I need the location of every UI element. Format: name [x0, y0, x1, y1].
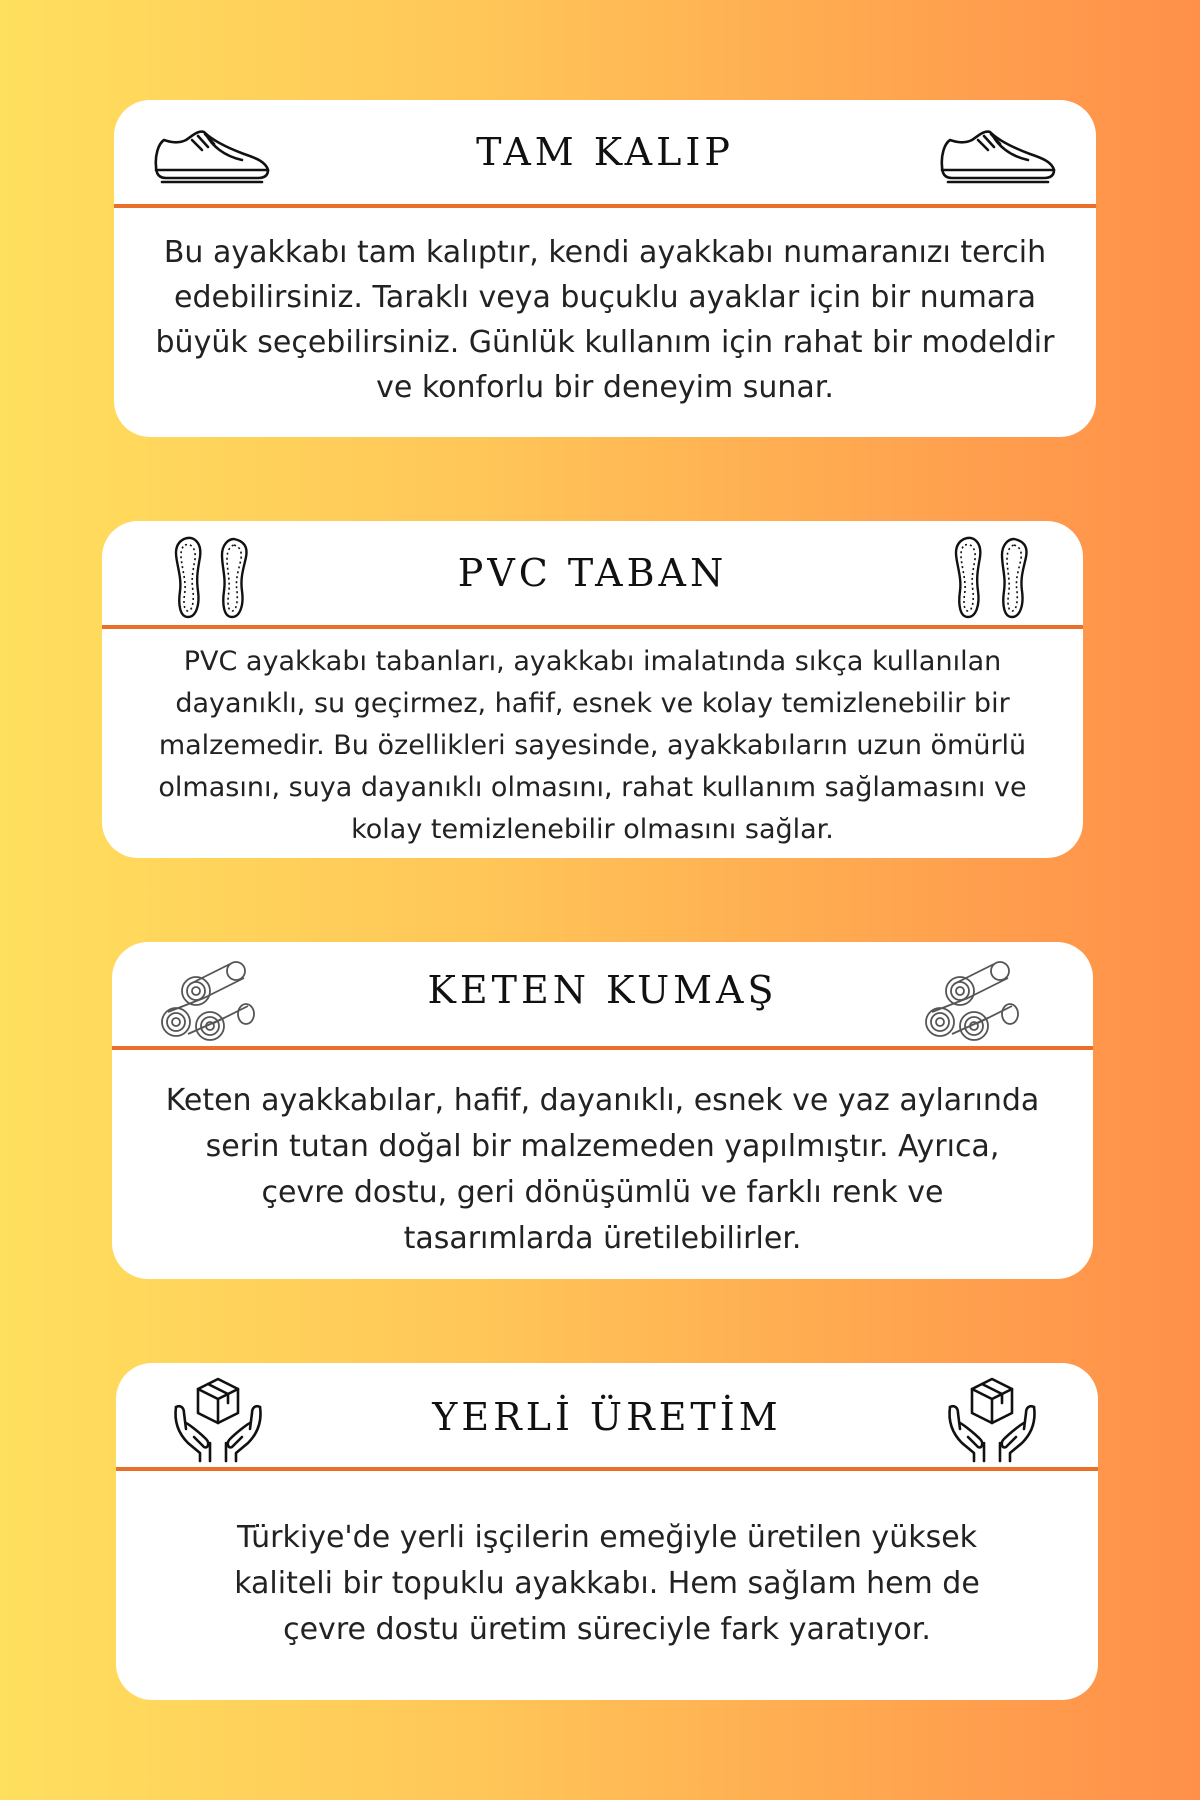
card-description: Bu ayakkabı tam kalıptır, kendi ayakkabı numaranızı tercih edebilirsiniz. Taraklı veya buçuklu ayaklar için bir numara büyük seçebilirsiniz. Günlük kullanım için rahat bir modeldir ve konforlu bir deneyim sunar.: [155, 235, 1055, 405]
card-description: Keten ayakkabılar, hafif, dayanıklı, esnek ve yaz aylarında serin tutan doğal bir malzemeden yapılmıştır. Ayrıca, çevre dostu, geri dönüşümlü ve farklı renk ve tasarımlarda üretilebilirler.: [165, 1083, 1040, 1256]
card-description: PVC ayakkabı tabanları, ayakkabı imalatında sıkça kullanılan dayanıklı, su geçirmez, hafif, esnek ve kolay temizlenebilir bir malzemedir. Bu özellikleri sayesinde, ayakkabıların uzun ömürlü olmasını, suya dayanıklı olmasını, rahat kullanım sağlamasını ve kolay temizlenebilir olmasını sağlar.: [158, 646, 1027, 845]
card-title: YERLİ ÜRETİM: [432, 1395, 782, 1439]
card-header: [114, 100, 1096, 208]
card-header: [116, 1363, 1098, 1471]
card-title: TAM KALIP: [476, 130, 734, 174]
card-title: KETEN KUMAŞ: [427, 968, 778, 1012]
card-header: [112, 942, 1093, 1050]
card-tam-kalip: [114, 100, 1096, 437]
card-keten-kumas: [112, 942, 1093, 1279]
card-yerli-uretim: [116, 1363, 1098, 1700]
card-pvc-taban: [102, 521, 1083, 858]
card-title: PVC TABAN: [457, 551, 728, 595]
card-header: [102, 521, 1083, 629]
card-description: Türkiye'de yerli işçilerin emeğiyle üretilen yüksek kaliteli bir topuklu ayakkabı. Hem sağlam hem de çevre dostu üretim süreciyle fark yaratıyor.: [234, 1520, 980, 1647]
